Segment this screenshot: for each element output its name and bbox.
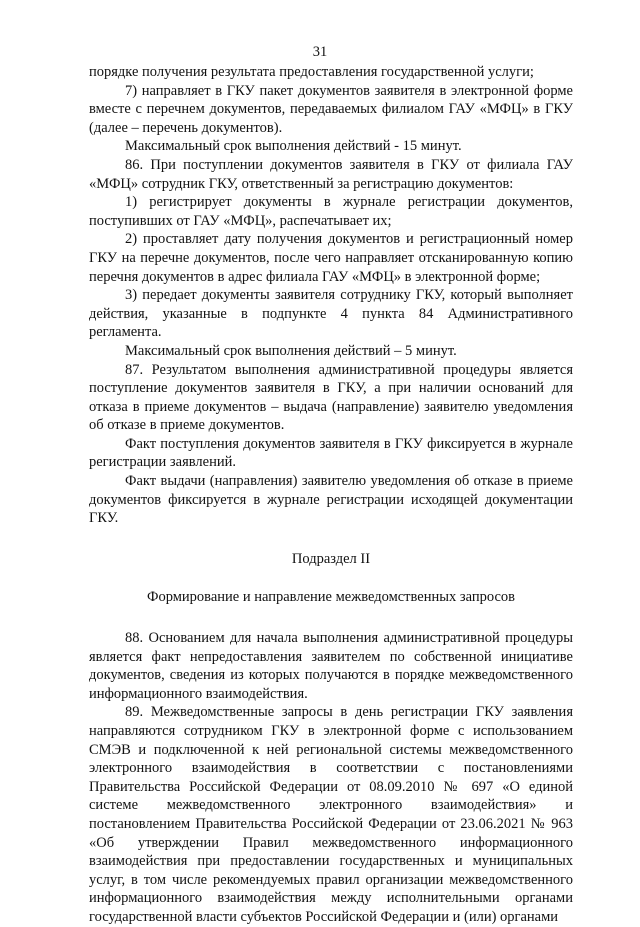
- paragraph: Факт поступления документов заявителя в ГКУ фиксируется в журнале регистрации заявлений.: [89, 435, 573, 471]
- paragraph: 86. При поступлении документов заявителя в ГКУ от филиала ГАУ «МФЦ» сотрудник ГКУ, ответственный за регистрацию документов:: [89, 156, 573, 192]
- paragraph: Факт выдачи (направления) заявителю уведомления об отказе в приеме документов фиксируется в журнале регистрации исходящей документации ГКУ.: [89, 473, 573, 527]
- paragraph: Максимальный срок выполнения действий – 5 минут.: [125, 342, 457, 359]
- subsection-title: Формирование и направление межведомственных запросов: [147, 589, 515, 606]
- paragraph: 88. Основанием для начала выполнения административной процедуры является факт непредоставления заявителем по собственной инициативе документов, сведения из которых получаются в порядке межведомственного информационного взаимодействия.: [89, 630, 573, 702]
- paragraph: 3) передает документы заявителя сотруднику ГКУ, который выполняет действия, указанные в подпункте 4 пункта 84 Административного регламента.: [89, 287, 573, 341]
- paragraph: 7) направляет в ГКУ пакет документов заявителя в электронной форме вместе с перечнем документов, передаваемых филиалом ГАУ «МФЦ» в ГКУ (далее – перечень документов).: [89, 82, 573, 136]
- subsection-label: Подраздел II: [291, 550, 371, 567]
- paragraph: 2) проставляет дату получения документов и регистрационный номер ГКУ на перечне документов, после чего направляет отсканированную копию перечня документов в адрес филиала ГАУ «МФЦ» в электронной форме;: [89, 231, 573, 285]
- paragraph: порядке получения результата предоставления государственной услуги;: [89, 64, 534, 80]
- paragraph: 1) регистрирует документы в журнале регистрации документов, поступивших от ГАУ «МФЦ», распечатывает их;: [89, 194, 573, 229]
- paragraph: 87. Результатом выполнения административной процедуры является поступление документов заявителя в ГКУ, а при наличии оснований для отказа в приеме документов – выдача (направление) заявителю уведомления об отказе в приеме документов.: [89, 361, 573, 434]
- document-body: [89, 63, 573, 927]
- paragraph: 89. Межведомственные запросы в день регистрации ГКУ заявления направляются сотрудником ГКУ в электронной форме с использованием СМЭВ и подключенной к ней региональной системы межведомственного электронного взаимодействия в соответствии с постановлениями Правительства Российской Федерации от 08.09.2010 № 697 «О единой системе межведомственного электронного взаимодействия» и постановлением Правительства Российской Федерации от 23.06.2021 № 963 «Об утверждении Правил межведомственного информационного взаимодействия при предоставлении государственных и муниципальных услуг, в том числе рекомендуемых правил организации межведомственного информационного взаимодействия между исполнительными органами государственной власти субъектов Российской Федерации и (или) органами: [89, 704, 573, 925]
- paragraph: Максимальный срок выполнения действий - 15 минут.: [125, 138, 462, 155]
- page-number: 31: [312, 44, 328, 60]
